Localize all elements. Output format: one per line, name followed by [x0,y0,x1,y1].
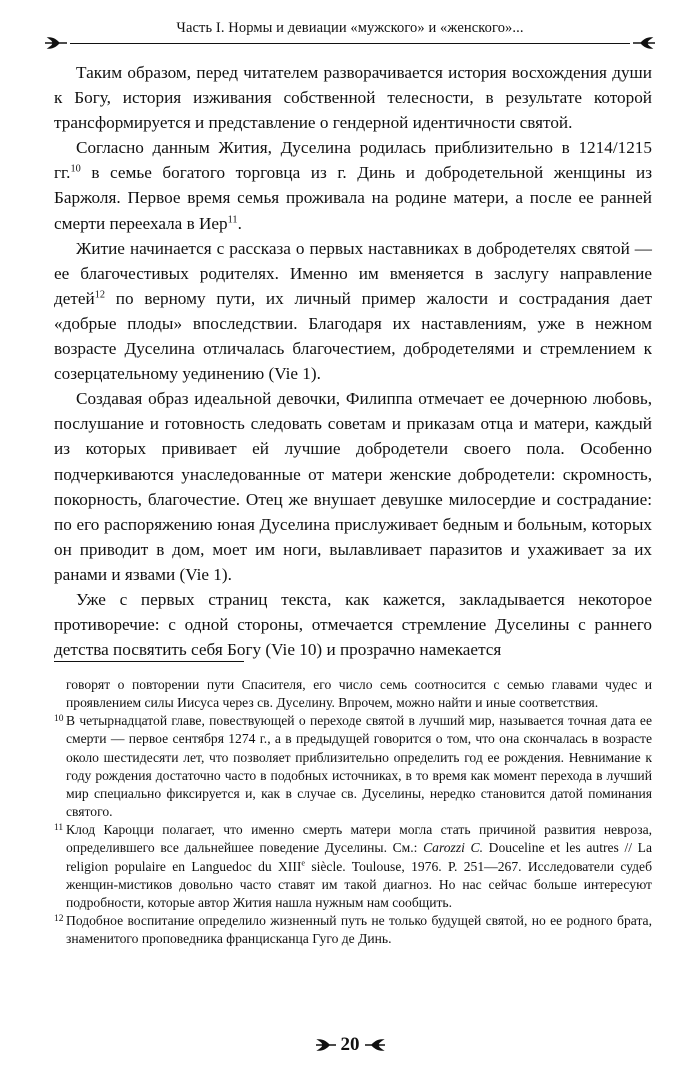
footnote [54,712,652,821]
footnote [54,912,652,948]
fleuron-ornament-icon [364,1037,386,1053]
paragraph [54,236,652,387]
paragraph [54,135,652,235]
fleuron-ornament-icon [44,35,68,51]
footnote-ref: 11 [227,213,238,225]
footnote-separator [54,661,244,662]
footnote-ref: e [301,858,306,868]
paragraph [54,587,652,662]
footnote-number: 11 [54,823,64,834]
text-span: Согласно данным Жития, Дуселина родилась приблизительно в 1214/1215 гг. [54,138,652,183]
fleuron-ornament-icon [315,1037,337,1053]
footnotes [54,676,652,948]
text-span: Клод Кароцци полагает, что именно смерть матери могла стать причиной развития невроза, определившего все дальнейшее поведение Дуселины. См.: [66,822,652,856]
text-span: по верному пути, их личный пример жалости и сострадания дает «добрые плоды» впоследствии. Благодаря их наставлениям, уже в нежном возрасте Дуселина отличалась благочестием, добродетелями и стремлением к созерцательному уединению (Vie 1). [54,288,652,384]
paragraph [54,386,652,587]
text-span: в семье богатого торговца из г. Динь и добродетельной женщины из Баржоля. Первое время семья проживала на родине матери, а после ее ранней смерти переехала в Иер [54,163,652,233]
text-span: Douceline et les autres // La religion populaire en Languedoc du XIII [66,840,652,874]
text-span: Создавая образ идеальной девочки, Филиппа отмечает ее дочернюю любовь, послушание и готовность следовать советам и приказам отца и матери, каждый из которых прививает ей лучшие добродетели своего пола. Особенно подчеркиваются унаследованные от матери женские добродетели: скромность, покорность, благочестие. Отец же внушает девушке милосердие и сострадание: по его распоряжению юная Дуселина прислуживает бедным и больным, которых он приводит в дом, моет им ноги, вылавливает паразитов и ухаживает за их ранами и язвами (Vie 1). [54,389,652,584]
paragraph [54,60,652,135]
fleuron-ornament-icon [632,35,656,51]
footnote-ref: 12 [94,289,106,301]
footnote-number: 12 [54,914,64,925]
text-span: Уже с первых страниц текста, как кажется, закладывается некоторое противоречие: с одной стороны, отмечается стремление Дуселины с раннего детства посвятить себя Богу (Vie 10) и прозрачно намекается [54,589,652,660]
header-rule [70,43,630,44]
running-header [42,14,658,54]
text-span: Житие начинается с рассказа о первых наставниках в добродетелях святой — ее благочестивых родителях. Именно им вменяется в заслугу направление детей [54,238,652,308]
text-span: Подобное воспитание определило жизненный путь не только будущей святой, но ее родного брата, знаменитого проповедника францисканца Гуго де Динь. [66,913,652,947]
page-number: 20 [340,1034,360,1055]
text-span: В четырнадцатой главе, повествующей о переходе святой в лучший мир, называется точная дата ее смерти — первое сентября 1274 г., а в предыдущей говорится о том, что она скончалась в возрасте около шестидесяти лет, что позволяет приблизительно определить год ее рождения. Невнимание к году рождения достаточно часто в подобных источниках, в то время как момент перехода в лучший мир специально фиксируется и, как в случае св. Дуселины, нередко становится датой поминания святого. [66,713,652,820]
text-span: Таким образом, перед читателем разворачивается история восхождения души к Богу, история изживания собственной телесности, в результате которой трансформируется и представление о гендерной идентичности святой. [54,63,652,133]
italic-span: Carozzi C. [423,840,484,856]
footnote [54,821,652,912]
footnote-number: 10 [54,714,64,725]
footnote-continuation: говорят о повторении пути Спасителя, его число семь соотносится с семью главами чудес и проявлением силы Иисуса через св. Дуселину. Впрочем, можно найти и иные соответствия. [66,677,652,711]
page-number-block [0,1034,700,1060]
main-text [54,60,652,662]
running-title: Часть I. Нормы и девиации «мужского» и «женского»... [176,20,524,36]
text-span: . [237,213,242,233]
footnote-ref: 10 [70,163,81,175]
text-span: siècle. Toulouse, 1976. P. 251—267. Исследователи судеб женщин-мистиков довольно часто ставят им такой диагноз. Но нас сейчас больше интересуют подробности, которые автор Жития нашла нужным нам сообщить. [66,858,652,910]
